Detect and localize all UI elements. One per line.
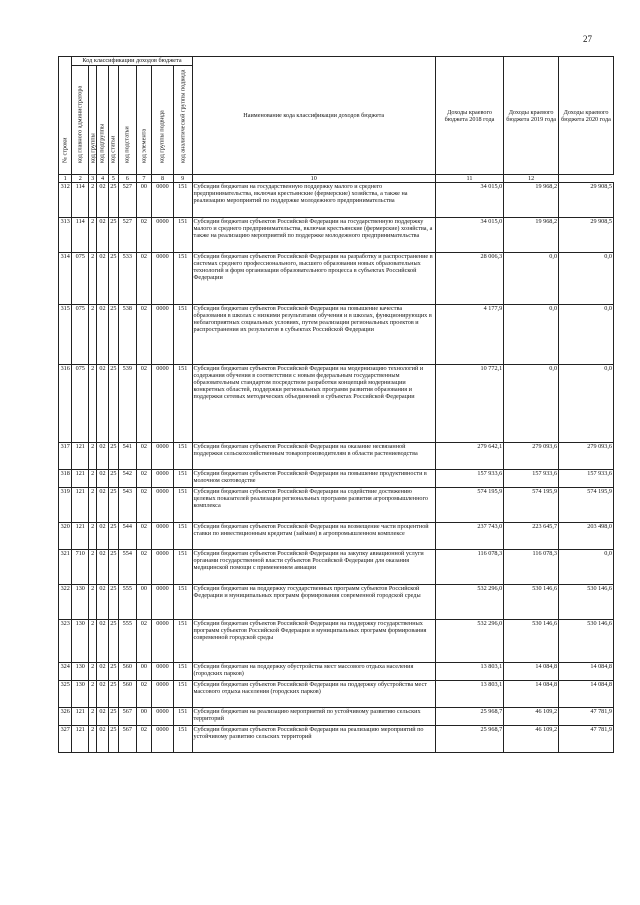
header-code-substat: код подстатьи [119, 66, 137, 175]
row-name: Субсидии бюджетам субъектов Российской Федерации на оказание несвязанной поддержки сельскохозяйственным товаропроизводителям в области растениеводства [192, 443, 435, 470]
code-article: 25 [108, 620, 118, 663]
row-number: 324 [59, 663, 72, 681]
code-admin: 121 [72, 443, 89, 470]
code-article: 25 [108, 305, 118, 365]
code-admin: 130 [72, 663, 89, 681]
value-2019: 19 968,2 [504, 218, 559, 253]
table-row [59, 585, 614, 620]
code-analytic: 151 [173, 585, 192, 620]
header-row-number: № строки [59, 57, 72, 175]
value-2019: 279 093,6 [504, 443, 559, 470]
code-analytic: 151 [173, 620, 192, 663]
value-2020: 574 195,9 [559, 488, 614, 523]
row-name: Субсидии бюджетам субъектов Российской Федерации на повышение продуктивности в молочном скотоводстве [192, 470, 435, 488]
code-substat: 543 [119, 488, 137, 523]
value-2018: 532 296,0 [435, 620, 503, 663]
code-element: 02 [136, 523, 152, 550]
code-element: 00 [136, 663, 152, 681]
code-substat: 555 [119, 585, 137, 620]
value-2019: 46 109,2 [504, 708, 559, 726]
code-article: 25 [108, 470, 118, 488]
col-num-5: 5 [108, 175, 118, 183]
value-2018: 574 195,9 [435, 488, 503, 523]
header-name: Наименование кода классификации доходов бюджета [192, 57, 435, 175]
code-substat: 527 [119, 183, 137, 218]
code-element: 02 [136, 365, 152, 443]
value-2019: 14 084,8 [504, 663, 559, 681]
code-subgroup: 02 [97, 523, 108, 550]
code-element: 02 [136, 470, 152, 488]
header-code-subtype: код группы подвида [152, 66, 174, 175]
col-num-3: 3 [89, 175, 97, 183]
code-group: 2 [89, 708, 97, 726]
value-2018: 237 743,0 [435, 523, 503, 550]
value-2020: 14 084,8 [559, 663, 614, 681]
code-article: 25 [108, 681, 118, 708]
col-num-4: 4 [97, 175, 108, 183]
table-row [59, 183, 614, 218]
header-code-element: код элемента [136, 66, 152, 175]
code-group: 2 [89, 253, 97, 305]
code-group: 2 [89, 585, 97, 620]
col-num-6: 6 [119, 175, 137, 183]
value-2019: 14 084,8 [504, 681, 559, 708]
code-element: 02 [136, 488, 152, 523]
row-number: 315 [59, 305, 72, 365]
value-2020: 14 084,8 [559, 681, 614, 708]
code-element: 02 [136, 550, 152, 585]
col-num-7: 7 [136, 175, 152, 183]
value-2018: 10 772,1 [435, 365, 503, 443]
code-subgroup: 02 [97, 681, 108, 708]
col-num-1: 1 [59, 175, 72, 183]
code-analytic: 151 [173, 443, 192, 470]
code-subgroup: 02 [97, 488, 108, 523]
row-name: Субсидии бюджетам субъектов Российской Федерации на разработку и распространение в системах среднего профессионального, высшего образования новых образовательных технологий и форм организации образовательного процесса в субъектах Российской Федерации [192, 253, 435, 305]
code-group: 2 [89, 663, 97, 681]
code-substat: 554 [119, 550, 137, 585]
header-code-admin: код главного администратора [72, 66, 89, 175]
code-subtype: 0000 [152, 681, 174, 708]
value-2018: 25 968,7 [435, 708, 503, 726]
code-admin: 121 [72, 523, 89, 550]
code-analytic: 151 [173, 708, 192, 726]
budget-revenue-table [58, 56, 614, 753]
table-row [59, 550, 614, 585]
header-code-group-col: код группы [89, 66, 97, 175]
code-substat: 527 [119, 218, 137, 253]
code-subgroup: 02 [97, 305, 108, 365]
code-group: 2 [89, 443, 97, 470]
value-2020: 47 781,9 [559, 726, 614, 753]
col-num-2: 2 [72, 175, 89, 183]
value-2019: 19 968,2 [504, 183, 559, 218]
code-element: 00 [136, 708, 152, 726]
code-article: 25 [108, 663, 118, 681]
row-number: 321 [59, 550, 72, 585]
code-group: 2 [89, 183, 97, 218]
value-2019: 116 078,3 [504, 550, 559, 585]
value-2018: 28 006,3 [435, 253, 503, 305]
row-number: 318 [59, 470, 72, 488]
row-number: 312 [59, 183, 72, 218]
code-subgroup: 02 [97, 726, 108, 753]
table-row [59, 708, 614, 726]
row-number: 326 [59, 708, 72, 726]
column-number-row [59, 175, 614, 183]
col-num-12: 12 [504, 175, 559, 183]
value-2019: 0,0 [504, 253, 559, 305]
code-analytic: 151 [173, 365, 192, 443]
row-name: Субсидии бюджетам субъектов Российской Федерации на государственную поддержку малого и среднего предпринимательства, включая крестьянские (фермерские) хозяйства, а также на реализацию мероприятий по поддержке молодежного предпринимательства [192, 218, 435, 253]
code-subtype: 0000 [152, 443, 174, 470]
code-analytic: 151 [173, 183, 192, 218]
code-group: 2 [89, 218, 97, 253]
row-name: Субсидии бюджетам субъектов Российской Федерации на закупку авиационной услуги органами государственной власти субъектов Российской Федерации для оказания медицинской помощи с применением авиации [192, 550, 435, 585]
value-2020: 0,0 [559, 365, 614, 443]
value-2020: 530 146,6 [559, 585, 614, 620]
row-number: 316 [59, 365, 72, 443]
code-substat: 542 [119, 470, 137, 488]
code-element: 02 [136, 681, 152, 708]
header-2018: Доходы краевого бюджета 2018 года [435, 57, 503, 175]
code-substat: 539 [119, 365, 137, 443]
row-name: Субсидии бюджетам субъектов Российской Федерации на реализацию мероприятий по устойчивому развитию сельских территорий [192, 726, 435, 753]
value-2018: 25 968,7 [435, 726, 503, 753]
code-subtype: 0000 [152, 218, 174, 253]
code-group: 2 [89, 523, 97, 550]
code-admin: 710 [72, 550, 89, 585]
value-2020: 47 781,9 [559, 708, 614, 726]
code-subtype: 0000 [152, 470, 174, 488]
code-analytic: 151 [173, 253, 192, 305]
table-row [59, 253, 614, 305]
value-2020: 203 498,0 [559, 523, 614, 550]
code-admin: 121 [72, 488, 89, 523]
code-admin: 114 [72, 218, 89, 253]
code-article: 25 [108, 488, 118, 523]
header-code-subgroup: код подгруппы [97, 66, 108, 175]
table-row [59, 365, 614, 443]
row-name: Субсидии бюджетам на государственную поддержку малого и среднего предпринимательства, включая крестьянские (фермерские) хозяйства, а также на реализацию мероприятий по поддержке молодежного предпринимательства [192, 183, 435, 218]
value-2018: 34 015,0 [435, 218, 503, 253]
row-name: Субсидии бюджетам субъектов Российской Федерации на модернизацию технологий и содержания обучения в соответствии с новым федеральным государственным образовательным стандартом посредством разработки концепций модернизации конкретных областей, поддержки региональных программ развития образования и поддержки сетевых методических объединений в субъектах Российской Федерации [192, 365, 435, 443]
row-name: Субсидии бюджетам субъектов Российской Федерации на содействие достижению целевых показателей реализации региональных программ развития агропромышленного комплекса [192, 488, 435, 523]
code-subgroup: 02 [97, 183, 108, 218]
table-row [59, 663, 614, 681]
code-analytic: 151 [173, 663, 192, 681]
code-subgroup: 02 [97, 663, 108, 681]
code-subgroup: 02 [97, 218, 108, 253]
code-admin: 130 [72, 681, 89, 708]
value-2018: 13 803,1 [435, 681, 503, 708]
code-subgroup: 02 [97, 550, 108, 585]
code-subgroup: 02 [97, 470, 108, 488]
table-row [59, 523, 614, 550]
value-2019: 223 645,7 [504, 523, 559, 550]
code-analytic: 151 [173, 681, 192, 708]
code-admin: 114 [72, 183, 89, 218]
code-subtype: 0000 [152, 708, 174, 726]
code-substat: 555 [119, 620, 137, 663]
code-admin: 121 [72, 726, 89, 753]
value-2018: 157 933,6 [435, 470, 503, 488]
value-2019: 0,0 [504, 365, 559, 443]
code-analytic: 151 [173, 470, 192, 488]
code-group: 2 [89, 365, 97, 443]
row-number: 314 [59, 253, 72, 305]
code-subtype: 0000 [152, 726, 174, 753]
value-2020: 0,0 [559, 305, 614, 365]
code-substat: 560 [119, 663, 137, 681]
page-number: 27 [583, 34, 592, 44]
col-num-9: 9 [173, 175, 192, 183]
code-substat: 533 [119, 253, 137, 305]
value-2020: 157 933,6 [559, 470, 614, 488]
code-article: 25 [108, 708, 118, 726]
value-2020: 279 093,6 [559, 443, 614, 470]
code-article: 25 [108, 183, 118, 218]
code-article: 25 [108, 443, 118, 470]
value-2020: 0,0 [559, 253, 614, 305]
table-row [59, 443, 614, 470]
code-element: 00 [136, 183, 152, 218]
code-article: 25 [108, 585, 118, 620]
code-subgroup: 02 [97, 253, 108, 305]
row-number: 319 [59, 488, 72, 523]
code-article: 25 [108, 550, 118, 585]
col-num-8: 8 [152, 175, 174, 183]
header-code-group: Код классификации доходов бюджета [72, 57, 192, 66]
row-number: 313 [59, 218, 72, 253]
code-group: 2 [89, 550, 97, 585]
code-group: 2 [89, 726, 97, 753]
code-analytic: 151 [173, 523, 192, 550]
code-analytic: 151 [173, 550, 192, 585]
code-group: 2 [89, 470, 97, 488]
value-2020: 0,0 [559, 550, 614, 585]
table-row [59, 726, 614, 753]
code-subtype: 0000 [152, 365, 174, 443]
code-admin: 121 [72, 470, 89, 488]
code-substat: 567 [119, 726, 137, 753]
table-row [59, 470, 614, 488]
table-row [59, 305, 614, 365]
code-group: 2 [89, 488, 97, 523]
value-2019: 574 195,9 [504, 488, 559, 523]
code-article: 25 [108, 365, 118, 443]
value-2020: 530 146,6 [559, 620, 614, 663]
code-subtype: 0000 [152, 663, 174, 681]
code-admin: 075 [72, 365, 89, 443]
value-2018: 34 015,0 [435, 183, 503, 218]
row-name: Субсидии бюджетам на реализацию мероприятий по устойчивому развитию сельских территорий [192, 708, 435, 726]
code-element: 02 [136, 218, 152, 253]
code-subtype: 0000 [152, 620, 174, 663]
code-substat: 538 [119, 305, 137, 365]
code-element: 00 [136, 585, 152, 620]
value-2019: 46 109,2 [504, 726, 559, 753]
value-2018: 532 296,0 [435, 585, 503, 620]
row-number: 317 [59, 443, 72, 470]
header-2019: Доходы краевого бюджета 2019 года [504, 57, 559, 175]
code-admin: 075 [72, 253, 89, 305]
code-subtype: 0000 [152, 523, 174, 550]
code-admin: 121 [72, 708, 89, 726]
code-subtype: 0000 [152, 550, 174, 585]
value-2019: 530 146,6 [504, 585, 559, 620]
header-code-article: код статьи [108, 66, 118, 175]
table-row [59, 681, 614, 708]
code-element: 02 [136, 305, 152, 365]
row-name: Субсидии бюджетам на поддержку обустройства мест массового отдыха населения (городских парков) [192, 663, 435, 681]
col-num-11: 11 [435, 175, 503, 183]
code-element: 02 [136, 443, 152, 470]
code-subgroup: 02 [97, 708, 108, 726]
code-subtype: 0000 [152, 305, 174, 365]
value-2019: 157 933,6 [504, 470, 559, 488]
code-group: 2 [89, 305, 97, 365]
row-name: Субсидии бюджетам субъектов Российской Федерации на поддержку обустройства мест массового отдыха населения (городских парков) [192, 681, 435, 708]
row-number: 327 [59, 726, 72, 753]
code-substat: 544 [119, 523, 137, 550]
row-number: 325 [59, 681, 72, 708]
code-element: 02 [136, 253, 152, 305]
code-article: 25 [108, 218, 118, 253]
value-2018: 279 642,1 [435, 443, 503, 470]
code-element: 02 [136, 726, 152, 753]
code-group: 2 [89, 620, 97, 663]
row-number: 322 [59, 585, 72, 620]
code-admin: 130 [72, 585, 89, 620]
code-subtype: 0000 [152, 488, 174, 523]
row-number: 323 [59, 620, 72, 663]
code-subtype: 0000 [152, 585, 174, 620]
table-row [59, 488, 614, 523]
row-name: Субсидии бюджетам субъектов Российской Федерации на возмещение части процентной ставки по инвестиционным кредитам (займам) в агропромышленном комплексе [192, 523, 435, 550]
code-analytic: 151 [173, 726, 192, 753]
value-2020: 29 908,5 [559, 218, 614, 253]
code-subgroup: 02 [97, 620, 108, 663]
col-num-10: 10 [192, 175, 435, 183]
value-2018: 116 078,3 [435, 550, 503, 585]
code-admin: 075 [72, 305, 89, 365]
header-code-analytic: код аналитической группы подвида [173, 66, 192, 175]
header-2020: Доходы краевого бюджета 2020 года [559, 57, 614, 175]
code-substat: 560 [119, 681, 137, 708]
row-number: 320 [59, 523, 72, 550]
code-subtype: 0000 [152, 183, 174, 218]
value-2020: 29 908,5 [559, 183, 614, 218]
code-subgroup: 02 [97, 365, 108, 443]
code-subgroup: 02 [97, 585, 108, 620]
code-substat: 541 [119, 443, 137, 470]
value-2019: 530 146,6 [504, 620, 559, 663]
code-group: 2 [89, 681, 97, 708]
table-body [59, 183, 614, 753]
code-admin: 130 [72, 620, 89, 663]
code-analytic: 151 [173, 488, 192, 523]
code-analytic: 151 [173, 305, 192, 365]
code-element: 02 [136, 620, 152, 663]
code-article: 25 [108, 726, 118, 753]
code-subgroup: 02 [97, 443, 108, 470]
table-row [59, 620, 614, 663]
value-2018: 4 177,9 [435, 305, 503, 365]
row-name: Субсидии бюджетам на поддержку государственных программ субъектов Российской Федерации и муниципальных программ формирования современной городской среды [192, 585, 435, 620]
value-2018: 13 803,1 [435, 663, 503, 681]
row-name: Субсидии бюджетам субъектов Российской Федерации на повышение качества образования в школах с низкими результатами обучения и в школах, функционирующих в неблагоприятных социальных условиях, путем реализации региональных проектов и распространения их результатов в субъектах Российской Федерации [192, 305, 435, 365]
code-substat: 567 [119, 708, 137, 726]
table-row [59, 218, 614, 253]
row-name: Субсидии бюджетам субъектов Российской Федерации на поддержку государственных программ субъектов Российской Федерации и муниципальных программ формирования современной городской среды [192, 620, 435, 663]
value-2019: 0,0 [504, 305, 559, 365]
code-subtype: 0000 [152, 253, 174, 305]
code-article: 25 [108, 523, 118, 550]
code-analytic: 151 [173, 218, 192, 253]
code-article: 25 [108, 253, 118, 305]
